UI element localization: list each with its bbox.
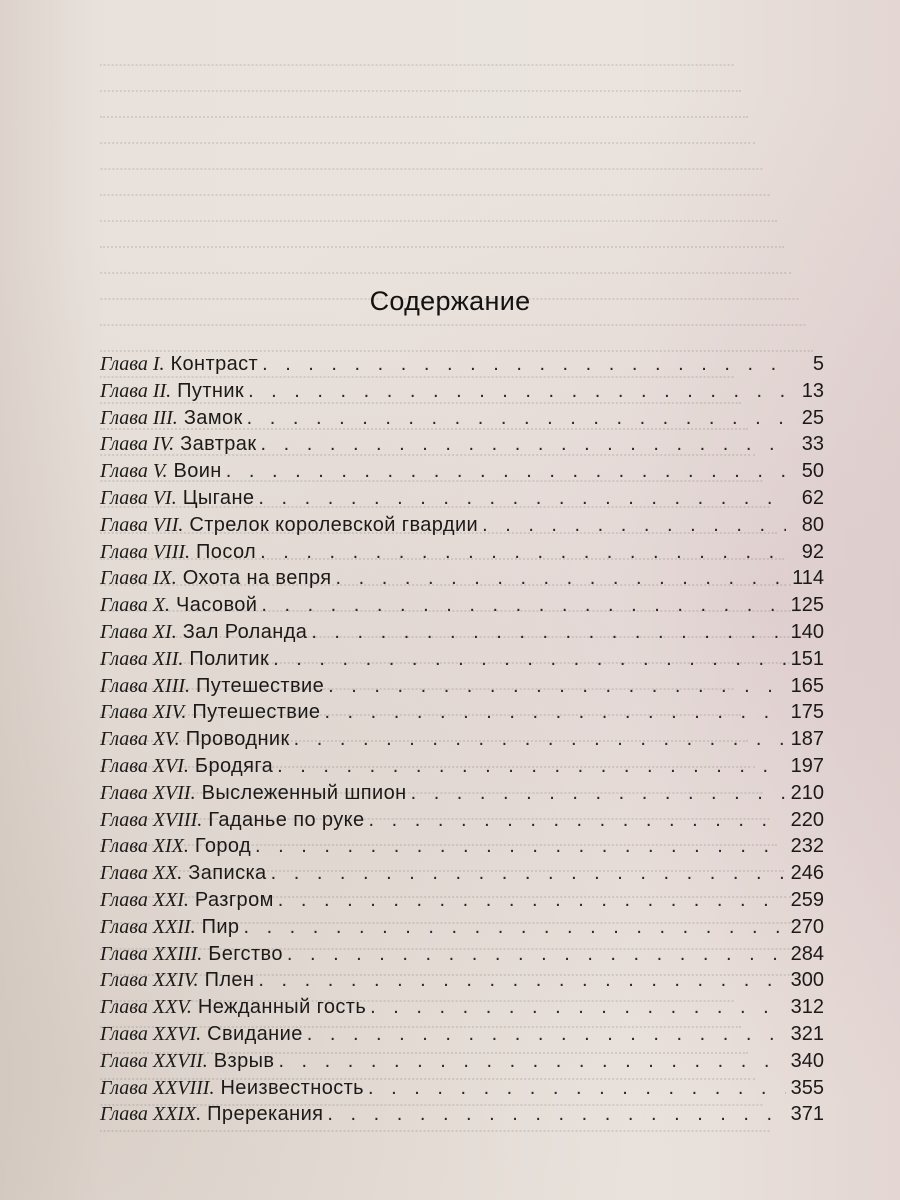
page-number: 232 <box>790 835 824 858</box>
chapter-label: Глава XXII. <box>100 915 196 938</box>
page-number: 371 <box>790 1103 824 1126</box>
page-number: 197 <box>790 754 824 777</box>
dot-leader <box>258 969 786 992</box>
dot-leader <box>369 809 786 832</box>
dot-leader <box>262 353 786 376</box>
dot-leader <box>260 541 786 564</box>
chapter-label: Глава XXIX. <box>100 1103 202 1126</box>
chapter-label: Глава XIII. <box>100 674 191 697</box>
chapter-title: Плен <box>204 969 255 992</box>
toc-row <box>100 433 824 460</box>
chapter-title: Свидание <box>207 1022 303 1045</box>
chapter-title: Зал Роланда <box>182 620 308 643</box>
toc-row <box>100 755 824 782</box>
chapter-title: Бегство <box>208 942 283 965</box>
show-through-line <box>100 196 777 222</box>
page-number: 175 <box>790 701 824 724</box>
dot-leader <box>226 460 786 483</box>
toc-row <box>100 487 824 514</box>
dot-leader <box>327 1103 786 1126</box>
chapter-label: Глава XI. <box>100 620 177 643</box>
dot-leader <box>482 514 786 537</box>
page-number: 210 <box>790 781 824 804</box>
page-number: 13 <box>801 379 824 402</box>
dot-leader <box>247 407 786 430</box>
show-through-line <box>100 40 734 66</box>
toc-row <box>100 407 824 434</box>
page-number: 270 <box>790 915 824 938</box>
chapter-label: Глава XXIV. <box>100 969 199 992</box>
dot-leader <box>278 889 786 912</box>
show-through-line <box>100 248 791 274</box>
dot-leader <box>370 996 786 1019</box>
chapter-title: Часовой <box>176 594 258 617</box>
chapter-label: Глава XXI. <box>100 888 189 911</box>
chapter-label: Глава XII. <box>100 647 184 670</box>
chapter-label: Глава VII. <box>100 513 184 536</box>
chapter-title: Город <box>194 835 252 858</box>
dot-leader <box>258 487 786 510</box>
chapter-title: Политик <box>189 647 270 670</box>
chapter-title: Путешествие <box>196 674 325 697</box>
chapter-title: Стрелок королевской гвардии <box>189 513 479 536</box>
page-number: 259 <box>790 888 824 911</box>
page-number: 50 <box>801 460 824 483</box>
chapter-label: Глава III. <box>100 406 178 429</box>
chapter-label: Глава V. <box>100 460 168 483</box>
chapter-label: Глава XXVII. <box>100 1049 208 1072</box>
toc-row <box>100 889 824 916</box>
page-number: 284 <box>790 942 824 965</box>
toc-row <box>100 782 824 809</box>
dot-leader <box>278 1050 786 1073</box>
toc-row <box>100 916 824 943</box>
chapter-title: Посол <box>196 540 257 563</box>
dot-leader <box>261 594 786 617</box>
toc-row <box>100 675 824 702</box>
chapter-label: Глава XVIII. <box>100 808 203 831</box>
dot-leader <box>248 380 786 403</box>
show-through-line <box>100 326 813 352</box>
chapter-title: Контраст <box>170 353 259 375</box>
dot-leader <box>294 728 786 751</box>
dot-leader <box>336 567 786 590</box>
chapter-label: Глава XIX. <box>100 835 189 858</box>
chapter-label: Глава X. <box>100 594 171 617</box>
page-number: 321 <box>790 1022 824 1045</box>
toc-row <box>100 621 824 648</box>
page-number: 125 <box>790 594 824 617</box>
chapter-label: Глава XXVI. <box>100 1022 202 1045</box>
chapter-label: Глава XXVIII. <box>100 1076 215 1099</box>
dot-leader <box>368 1077 786 1100</box>
toc-row <box>100 701 824 728</box>
dot-leader <box>273 648 786 671</box>
toc-row <box>100 648 824 675</box>
chapter-title: Нежданный гость <box>197 996 367 1019</box>
dot-leader <box>307 1023 786 1046</box>
chapter-label: Глава XXV. <box>100 996 192 1019</box>
chapter-label: Глава I. <box>100 353 165 375</box>
chapter-label: Глава XXIII. <box>100 942 203 965</box>
chapter-label: Глава XVI. <box>100 754 189 777</box>
show-through-line <box>100 222 784 248</box>
chapter-label: Глава XV. <box>100 728 180 751</box>
chapter-title: Бродяга <box>194 754 274 777</box>
page-number: 151 <box>790 647 824 670</box>
show-through-line <box>100 170 770 196</box>
show-through-line <box>100 1132 777 1140</box>
chapter-title: Путешествие <box>192 701 321 724</box>
toc-row <box>100 514 824 541</box>
chapter-title: Путник <box>177 379 245 402</box>
chapter-title: Взрыв <box>213 1049 275 1072</box>
chapter-title: Охота на вепря <box>182 567 332 590</box>
chapter-label: Глава XX. <box>100 862 183 885</box>
show-through-line <box>100 144 762 170</box>
toc-row <box>100 969 824 996</box>
toc-row <box>100 862 824 889</box>
toc-row <box>100 380 824 407</box>
chapter-title: Записка <box>188 862 267 885</box>
toc-row <box>100 996 824 1023</box>
page-title: Содержание <box>369 286 531 316</box>
page-number: 220 <box>790 808 824 831</box>
page-number: 25 <box>801 406 824 429</box>
chapter-title: Воин <box>173 460 222 483</box>
chapter-title: Цыгане <box>182 486 255 509</box>
page-number: 300 <box>790 969 824 992</box>
dot-leader <box>255 835 786 858</box>
toc-row <box>100 541 824 568</box>
dot-leader <box>277 755 786 778</box>
page-number: 246 <box>790 862 824 885</box>
page-number: 187 <box>790 728 824 751</box>
page-number: 165 <box>790 674 824 697</box>
dot-leader <box>324 701 786 724</box>
toc-row <box>100 1103 824 1130</box>
dot-leader <box>287 943 786 966</box>
page-number: 140 <box>790 620 824 643</box>
chapter-title: Гаданье по руке <box>208 808 365 831</box>
dot-leader <box>271 862 786 885</box>
toc-row <box>100 728 824 755</box>
dot-leader <box>243 916 786 939</box>
dot-leader <box>260 433 786 456</box>
chapter-label: Глава XVII. <box>100 781 196 804</box>
dot-leader <box>411 782 786 805</box>
chapter-title: Завтрак <box>180 433 257 456</box>
page-number: 114 <box>792 567 824 590</box>
chapter-label: Глава VI. <box>100 486 177 509</box>
chapter-title: Неизвестность <box>220 1076 364 1099</box>
chapter-label: Глава II. <box>100 379 172 402</box>
show-through-line <box>100 66 741 92</box>
show-through-line <box>100 92 748 118</box>
show-through-line <box>100 118 755 144</box>
toc-row <box>100 353 824 380</box>
page-number: 5 <box>812 353 824 375</box>
toc-row <box>100 943 824 970</box>
chapter-label: Глава IV. <box>100 433 175 456</box>
chapter-title: Разгром <box>194 888 274 911</box>
chapter-label: Глава IX. <box>100 567 177 590</box>
dot-leader <box>328 675 786 698</box>
page-number: 312 <box>790 996 824 1019</box>
chapter-title: Проводник <box>185 728 290 751</box>
page-number: 33 <box>801 433 824 456</box>
chapter-label: Глава VIII. <box>100 540 191 563</box>
toc-row <box>100 809 824 836</box>
page-number: 340 <box>790 1049 824 1072</box>
toc-row <box>100 460 824 487</box>
dot-leader <box>311 621 786 644</box>
page-number: 355 <box>790 1076 824 1099</box>
chapter-title: Пререкания <box>207 1103 324 1126</box>
page-number: 92 <box>801 540 824 563</box>
toc-row <box>100 567 824 594</box>
toc-row <box>100 594 824 621</box>
chapter-title: Выслеженный шпион <box>201 781 407 804</box>
toc-row <box>100 835 824 862</box>
chapter-label: Глава XIV. <box>100 701 187 724</box>
toc-row <box>100 1050 824 1077</box>
toc-row <box>100 1023 824 1050</box>
chapter-title: Замок <box>183 406 243 429</box>
page-number: 62 <box>801 486 824 509</box>
toc-row <box>100 1077 824 1104</box>
page-number: 80 <box>801 513 824 536</box>
chapter-title: Пир <box>201 915 240 938</box>
table-of-contents <box>100 353 824 1130</box>
